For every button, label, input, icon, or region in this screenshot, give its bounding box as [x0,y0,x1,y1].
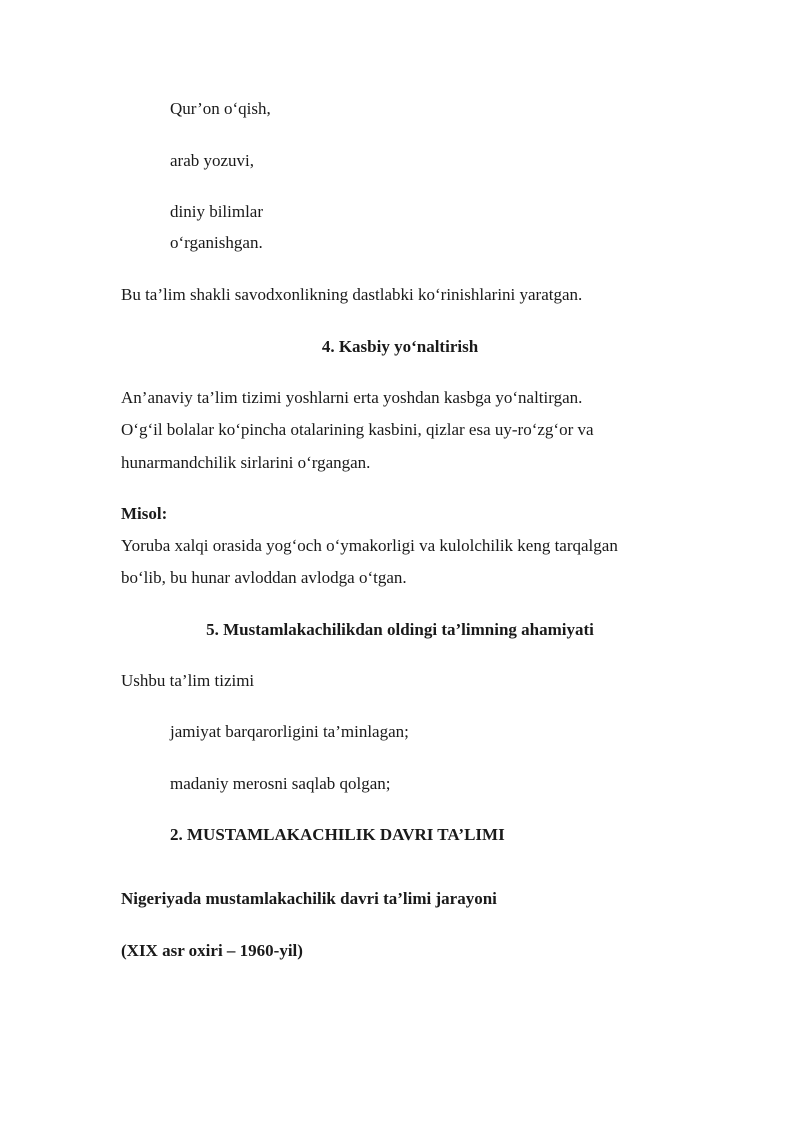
paragraph-line: hunarmandchilik sirlarini o‘rgangan. [121,453,371,472]
paragraph-line: An’anaviy ta’lim tizimi yoshlarni erta yoshdan kasbga yo‘naltirgan. [121,388,583,407]
paragraph: Ushbu ta’lim tizimi [121,671,255,690]
chapter-title: 2. MUSTAMLAKACHILIK DAVRI TA’LIMI [170,825,505,844]
section-heading: 5. Mustamlakachilikdan oldingi ta’limning ahamiyati [206,620,594,639]
list-item: madaniy merosni saqlab qolgan; [170,774,391,793]
paragraph-line: bo‘lib, bu hunar avloddan avlodga o‘tgan. [121,568,407,587]
list-item: o‘rganishgan. [170,233,263,252]
paragraph-line: Yoruba xalqi orasida yog‘och o‘ymakorligi va kulolchilik keng tarqalgan [121,536,618,555]
section-heading: 4. Kasbiy yo‘naltirish [321,337,479,356]
subheading: Nigeriyada mustamlakachilik davri ta’limi jarayoni [121,889,497,908]
example-label: Misol: [121,504,168,523]
list-item: Qur’on o‘qish, [170,99,271,118]
paragraph: Bu ta’lim shakli savodxonlikning dastlabki ko‘rinishlarini yaratgan. [121,285,583,304]
paragraph-line: O‘g‘il bolalar ko‘pincha otalarining kasbini, qizlar esa uy-ro‘zg‘or va [121,420,594,439]
period-label: (XIX asr oxiri – 1960-yil) [121,941,303,960]
list-item: jamiyat barqarorligini ta’minlagan; [170,722,409,741]
list-item: diniy bilimlar [170,202,264,221]
list-item: arab yozuvi, [170,151,255,170]
